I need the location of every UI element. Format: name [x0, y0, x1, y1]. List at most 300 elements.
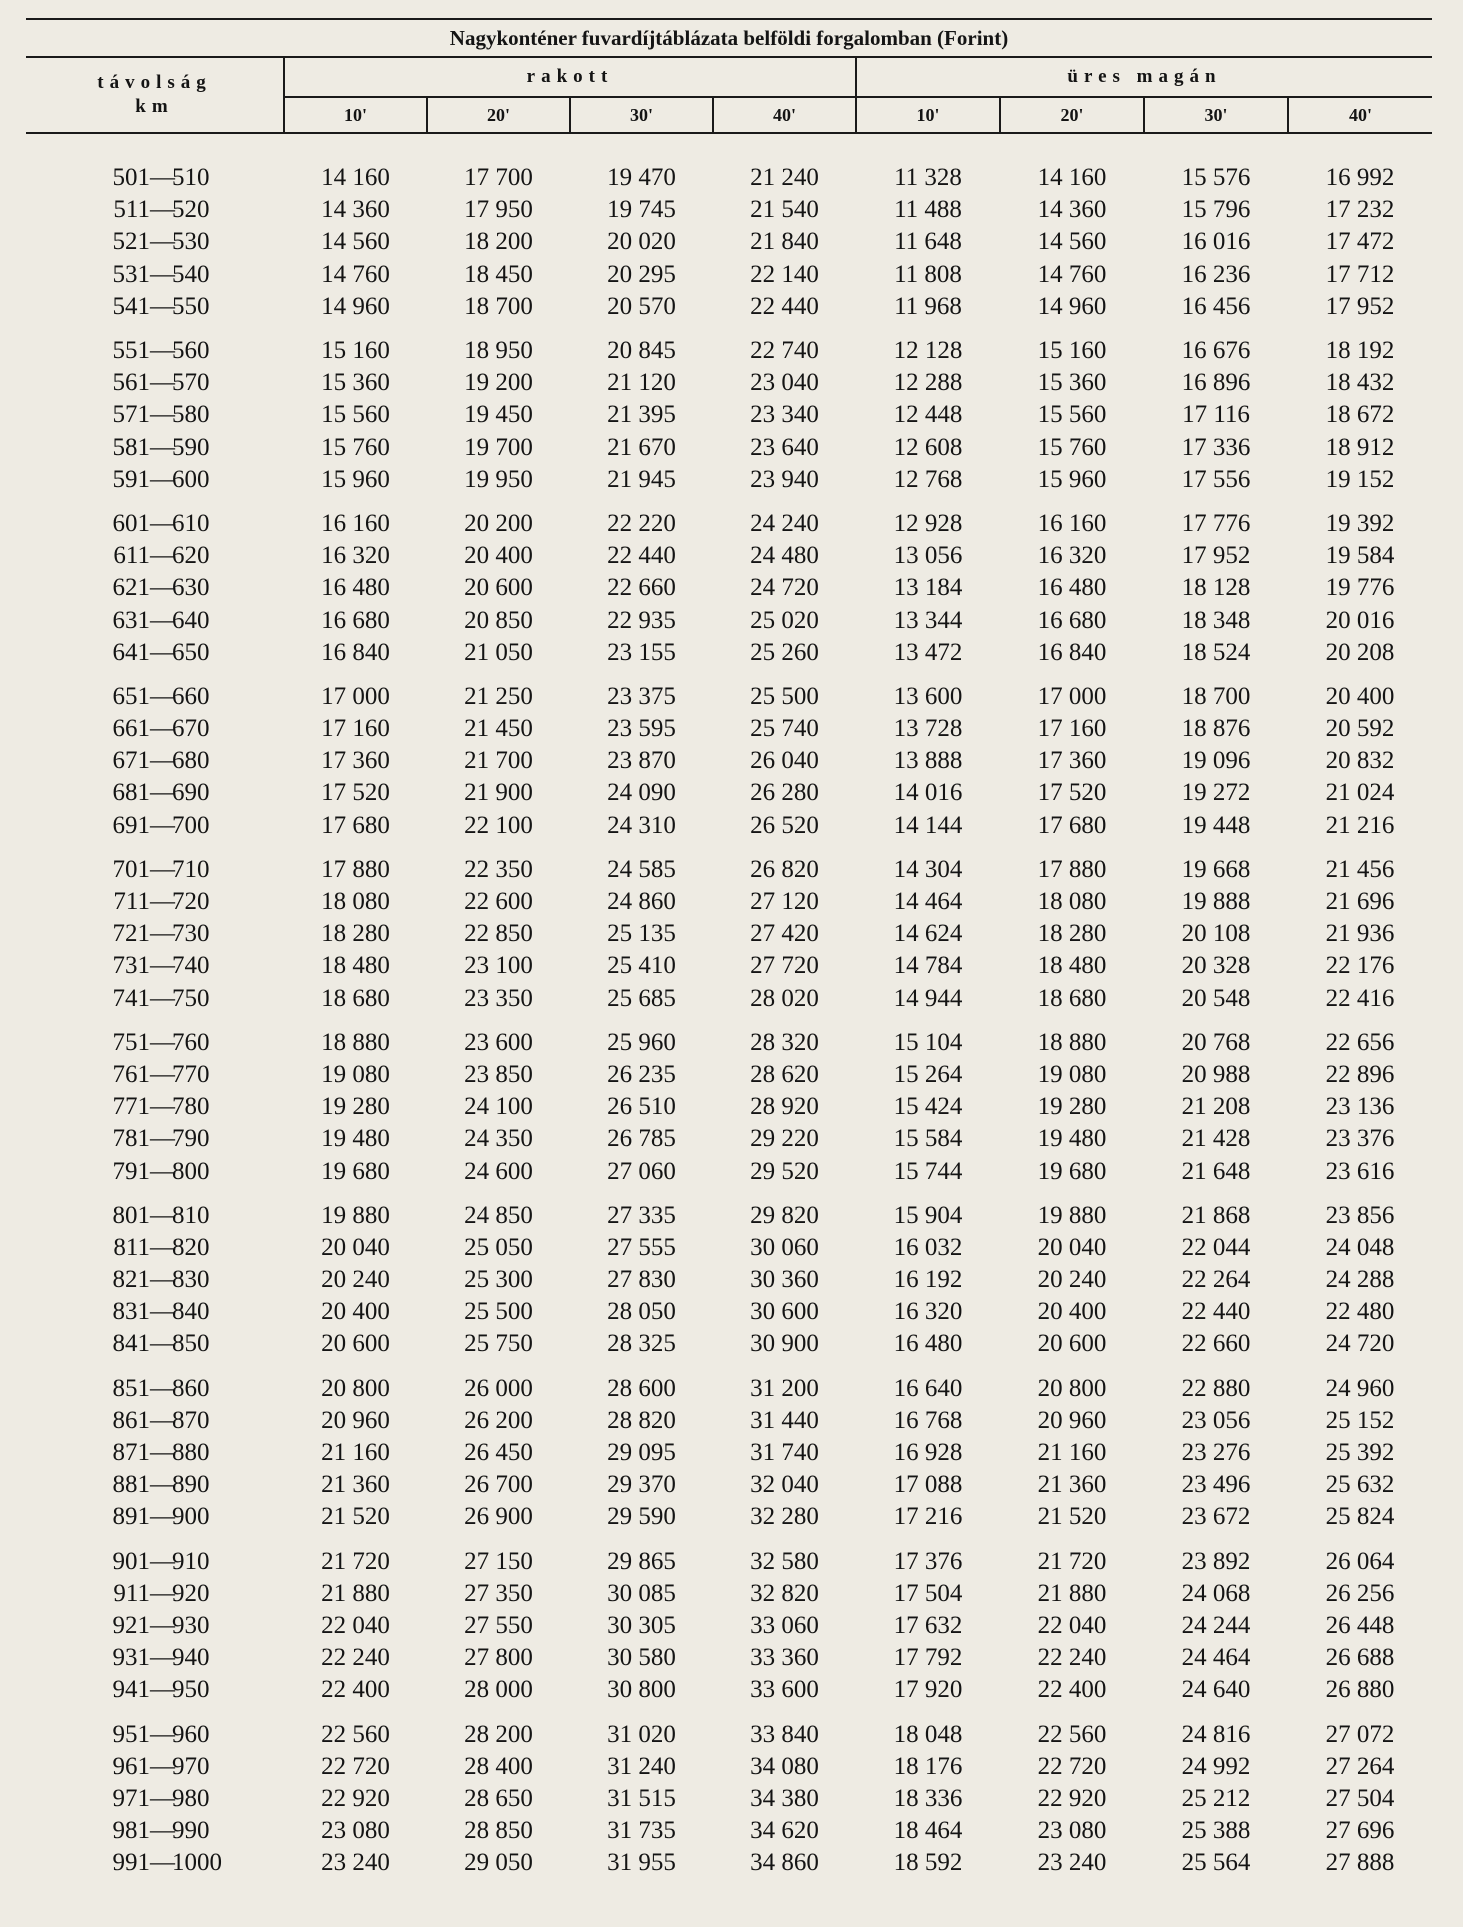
- fare-cell: 21 720: [1037, 1547, 1107, 1575]
- table-row: [26, 777, 1432, 809]
- table-row: [26, 1155, 1432, 1187]
- fare-cell: 23 350: [464, 984, 533, 1012]
- fare-cell: 19 680: [321, 1157, 390, 1185]
- range-to: 590: [172, 433, 210, 461]
- range-dash: —: [150, 682, 175, 710]
- distance-range: [26, 1123, 284, 1155]
- range-dash: —: [150, 542, 175, 570]
- fare-cell: 22 920: [1037, 1784, 1107, 1812]
- range-from: 501: [112, 164, 150, 192]
- fare-cell: 27 120: [750, 888, 819, 916]
- group-header-empty: üres magán: [856, 57, 1432, 97]
- fare-cell: 28 050: [607, 1298, 676, 1326]
- distance-range: [26, 886, 284, 918]
- fare-cell: 17 712: [1325, 260, 1395, 288]
- range-dash: —: [150, 747, 175, 775]
- fare-cell: 24 100: [464, 1093, 533, 1121]
- fare-cell: 18 280: [1037, 920, 1107, 948]
- fare-cell: 22 100: [464, 811, 533, 839]
- fare-cell: 27 335: [607, 1201, 676, 1229]
- distance-range: [26, 1469, 284, 1501]
- table-row: [26, 464, 1432, 496]
- fare-cell: 30 305: [607, 1611, 676, 1639]
- fare-cell: 26 040: [750, 747, 819, 775]
- group-spacer: [26, 669, 1432, 681]
- range-to: 570: [172, 369, 210, 397]
- fare-cell: 20 208: [1325, 638, 1395, 666]
- distance-range: [26, 1200, 284, 1232]
- fare-cell: 32 580: [750, 1547, 819, 1575]
- fare-cell: 21 840: [750, 228, 819, 256]
- range-to: 740: [172, 952, 210, 980]
- fare-cell: 17 160: [321, 715, 390, 743]
- fare-cell: 30 900: [750, 1330, 819, 1358]
- fare-cell: 25 135: [607, 920, 676, 948]
- fare-cell: 22 220: [607, 509, 676, 537]
- range-from: 701: [112, 855, 150, 883]
- column-header: 40': [1288, 97, 1432, 133]
- range-dash: —: [150, 228, 175, 256]
- fare-cell: 18 700: [1181, 682, 1251, 710]
- fare-cell: 21 216: [1325, 811, 1395, 839]
- fare-cell: 20 400: [1325, 682, 1395, 710]
- range-dash: —: [150, 1233, 175, 1261]
- fare-cell: 20 240: [321, 1266, 390, 1294]
- range-dash: —: [150, 1611, 175, 1639]
- fare-cell: 24 350: [464, 1125, 533, 1153]
- fare-cell: 22 400: [1037, 1676, 1107, 1704]
- range-to: 910: [172, 1547, 210, 1575]
- range-from: 821: [112, 1266, 150, 1294]
- range-dash: —: [150, 465, 175, 493]
- range-from: 871: [112, 1439, 150, 1467]
- range-dash: —: [150, 920, 175, 948]
- fare-cell: 19 888: [1181, 888, 1251, 916]
- table-row: [26, 1578, 1432, 1610]
- fare-cell: 22 044: [1181, 1233, 1251, 1261]
- range-dash: —: [150, 715, 175, 743]
- fare-cell: 14 960: [1037, 292, 1107, 320]
- fare-cell: 30 085: [607, 1579, 676, 1607]
- distance-range: [26, 1674, 284, 1706]
- range-dash: —: [150, 433, 175, 461]
- table-row: [26, 886, 1432, 918]
- fare-cell: 17 360: [321, 747, 390, 775]
- range-from: 971: [112, 1784, 150, 1812]
- fare-cell: 14 784: [893, 952, 963, 980]
- fare-cell: 15 560: [321, 401, 390, 429]
- range-to: 710: [172, 855, 210, 883]
- fare-cell: 20 020: [607, 228, 676, 256]
- fare-cell: 19 080: [1037, 1060, 1107, 1088]
- fare-cell: 19 392: [1325, 509, 1395, 537]
- fare-cell: 22 176: [1325, 952, 1395, 980]
- group-spacer: [26, 1706, 1432, 1718]
- fare-cell: 17 792: [893, 1644, 963, 1672]
- range-to: 520: [172, 196, 210, 224]
- distance-range: [26, 432, 284, 464]
- fare-cell: 22 880: [1181, 1374, 1251, 1402]
- fare-cell: 16 680: [1037, 606, 1107, 634]
- fare-cell: 16 840: [321, 638, 390, 666]
- fare-cell: 15 760: [1037, 433, 1107, 461]
- group-spacer: [26, 323, 1432, 335]
- range-to: 690: [172, 779, 210, 807]
- fare-cell: 21 208: [1181, 1093, 1251, 1121]
- distance-range: [26, 1847, 284, 1879]
- fare-cell: 25 824: [1325, 1503, 1395, 1531]
- distance-range: [26, 713, 284, 745]
- fare-cell: 18 080: [321, 888, 390, 916]
- fare-cell: 14 560: [1037, 228, 1107, 256]
- distance-range: [26, 508, 284, 540]
- fare-cell: 20 040: [321, 1233, 390, 1261]
- fare-cell: 23 080: [1037, 1817, 1107, 1845]
- fare-cell: 27 350: [464, 1579, 533, 1607]
- fare-cell: 20 400: [464, 542, 533, 570]
- fare-cell: 30 800: [607, 1676, 676, 1704]
- distance-range: [26, 1578, 284, 1610]
- fare-cell: 31 515: [607, 1784, 676, 1812]
- distance-range: [26, 950, 284, 982]
- fare-cell: 25 388: [1181, 1817, 1251, 1845]
- fare-cell: 16 676: [1181, 337, 1251, 365]
- range-to: 620: [172, 542, 210, 570]
- range-dash: —: [150, 292, 175, 320]
- range-dash: —: [150, 1266, 175, 1294]
- distance-range: [26, 194, 284, 226]
- fare-cell: 21 250: [464, 682, 533, 710]
- distance-range: [26, 1373, 284, 1405]
- fare-cell: 22 400: [321, 1676, 390, 1704]
- fare-cell: 28 320: [750, 1028, 819, 1056]
- column-header: 20': [427, 97, 570, 133]
- fare-cell: 24 585: [607, 855, 676, 883]
- fare-cell: 17 000: [1037, 682, 1107, 710]
- range-to: 750: [172, 984, 210, 1012]
- range-from: 911: [113, 1579, 150, 1607]
- range-from: 891: [112, 1503, 150, 1531]
- fare-cell: 23 870: [607, 747, 676, 775]
- fare-cell: 17 336: [1181, 433, 1251, 461]
- fare-cell: 15 104: [893, 1028, 963, 1056]
- range-dash: —: [150, 638, 175, 666]
- fare-cell: 25 960: [607, 1028, 676, 1056]
- distance-range: [26, 540, 284, 572]
- fare-cell: 28 020: [750, 984, 819, 1012]
- table-row: [26, 1469, 1432, 1501]
- distance-label: távolság: [97, 72, 212, 93]
- fare-cell: 18 176: [893, 1752, 963, 1780]
- distance-range: [26, 681, 284, 713]
- table-row: [26, 194, 1432, 226]
- range-dash: —: [150, 1547, 175, 1575]
- column-header: 40': [713, 97, 856, 133]
- fare-cell: 24 720: [1325, 1330, 1395, 1358]
- distance-range: [26, 399, 284, 431]
- fare-cell: 24 090: [607, 779, 676, 807]
- fare-cell: 20 850: [464, 606, 533, 634]
- fare-cell: 23 595: [607, 715, 676, 743]
- range-dash: —: [150, 509, 175, 537]
- fare-cell: 24 992: [1181, 1752, 1251, 1780]
- fare-cell: 23 056: [1181, 1406, 1251, 1434]
- fare-cell: 27 550: [464, 1611, 533, 1639]
- fare-cell: 19 745: [607, 196, 676, 224]
- distance-range: [26, 464, 284, 496]
- fare-cell: 19 096: [1181, 747, 1251, 775]
- table-row: [26, 713, 1432, 745]
- fare-cell: 28 650: [464, 1784, 533, 1812]
- range-dash: —: [150, 574, 175, 602]
- fare-cell: 16 992: [1325, 164, 1395, 192]
- range-from: 511: [113, 196, 150, 224]
- table-row: [26, 1751, 1432, 1783]
- fare-cell: 17 680: [321, 811, 390, 839]
- range-to: 530: [172, 228, 210, 256]
- distance-range: [26, 259, 284, 291]
- range-dash: —: [150, 337, 175, 365]
- range-from: 901: [112, 1547, 150, 1575]
- fare-cell: 18 464: [893, 1817, 963, 1845]
- fare-cell: 27 800: [464, 1644, 533, 1672]
- distance-range: [26, 637, 284, 669]
- fare-cell: 29 095: [607, 1439, 676, 1467]
- range-from: 651: [112, 682, 150, 710]
- fare-cell: 20 845: [607, 337, 676, 365]
- range-dash: —: [150, 1720, 175, 1748]
- fare-cell: 21 520: [1037, 1503, 1107, 1531]
- table-row: [26, 1328, 1432, 1360]
- fare-cell: 22 660: [607, 574, 676, 602]
- distance-range: [26, 1546, 284, 1578]
- fare-cell: 22 720: [1037, 1752, 1107, 1780]
- fare-cell: 23 672: [1181, 1503, 1251, 1531]
- fare-cell: 21 240: [750, 164, 819, 192]
- fare-cell: 17 700: [464, 164, 533, 192]
- fare-cell: 20 600: [464, 574, 533, 602]
- fare-cell: 21 720: [321, 1547, 390, 1575]
- fare-cell: 15 264: [893, 1060, 963, 1088]
- range-to: 840: [172, 1298, 210, 1326]
- range-from: 661: [112, 715, 150, 743]
- fare-cell: 28 600: [607, 1374, 676, 1402]
- distance-range: [26, 1091, 284, 1123]
- fare-cell: 27 888: [1325, 1849, 1395, 1877]
- range-from: 621: [112, 574, 150, 602]
- table-row: [26, 335, 1432, 367]
- fare-cell: 20 592: [1325, 715, 1395, 743]
- range-dash: —: [150, 1298, 175, 1326]
- range-to: 990: [172, 1817, 210, 1845]
- fare-cell: 18 048: [893, 1720, 963, 1748]
- fare-cell: 26 785: [607, 1125, 676, 1153]
- fare-cell: 24 816: [1181, 1720, 1251, 1748]
- table-row: [26, 432, 1432, 464]
- fare-cell: 17 952: [1325, 292, 1395, 320]
- fare-cell: 18 880: [321, 1028, 390, 1056]
- range-to: 980: [172, 1784, 210, 1812]
- fare-cell: 21 120: [607, 369, 676, 397]
- table-row: [26, 983, 1432, 1015]
- range-from: 841: [112, 1330, 150, 1358]
- range-to: 560: [172, 337, 210, 365]
- range-to: 950: [172, 1676, 210, 1704]
- range-to: 850: [172, 1330, 210, 1358]
- range-to: 880: [172, 1439, 210, 1467]
- fare-cell: 19 950: [464, 465, 533, 493]
- fare-cell: 22 040: [321, 1611, 390, 1639]
- range-to: 540: [172, 260, 210, 288]
- fare-cell: 21 700: [464, 747, 533, 775]
- distance-header: [26, 57, 284, 133]
- range-dash: —: [150, 1374, 175, 1402]
- fare-cell: 14 760: [1037, 260, 1107, 288]
- fare-cell: 23 640: [750, 433, 819, 461]
- range-to: 870: [172, 1406, 210, 1434]
- range-to: 970: [172, 1752, 210, 1780]
- fare-cell: 34 380: [750, 1784, 819, 1812]
- fare-cell: 31 200: [750, 1374, 819, 1402]
- fare-cell: 29 370: [607, 1471, 676, 1499]
- fare-cell: 34 620: [750, 1817, 819, 1845]
- fare-cell: 20 960: [1037, 1406, 1107, 1434]
- range-from: 881: [112, 1471, 150, 1499]
- fare-cell: 15 744: [893, 1157, 963, 1185]
- fare-cell: 25 152: [1325, 1406, 1395, 1434]
- distance-range: [26, 1264, 284, 1296]
- fare-cell: 11 488: [894, 196, 962, 224]
- fare-cell: 18 200: [464, 228, 533, 256]
- fare-cell: 34 860: [750, 1849, 819, 1877]
- fare-cell: 25 564: [1181, 1849, 1251, 1877]
- fare-cell: 20 800: [1037, 1374, 1107, 1402]
- range-from: 691: [112, 811, 150, 839]
- fare-cell: 23 276: [1181, 1439, 1251, 1467]
- fare-cell: 23 080: [321, 1817, 390, 1845]
- fare-cell: 25 750: [464, 1330, 533, 1358]
- fare-cell: 23 136: [1325, 1093, 1395, 1121]
- fare-cell: 13 184: [893, 574, 963, 602]
- distance-range: [26, 367, 284, 399]
- fare-cell: 21 540: [750, 196, 819, 224]
- fare-cell: 28 920: [750, 1093, 819, 1121]
- fare-cell: 16 456: [1181, 292, 1251, 320]
- table-row: [26, 572, 1432, 604]
- distance-range: [26, 777, 284, 809]
- table-row: [26, 1232, 1432, 1264]
- distance-range: [26, 810, 284, 842]
- range-from: 801: [112, 1201, 150, 1229]
- fare-cell: 13 056: [893, 542, 963, 570]
- table-row: [26, 1123, 1432, 1155]
- range-dash: —: [150, 1201, 175, 1229]
- fare-cell: 24 288: [1325, 1266, 1395, 1294]
- range-from: 921: [112, 1611, 150, 1639]
- distance-range: [26, 1642, 284, 1674]
- fare-cell: 26 820: [750, 855, 819, 883]
- fare-cell: 26 448: [1325, 1611, 1395, 1639]
- fare-cell: 32 040: [750, 1471, 819, 1499]
- fare-cell: 19 776: [1325, 574, 1395, 602]
- fare-cell: 24 240: [750, 509, 819, 537]
- range-from: 941: [112, 1676, 150, 1704]
- fare-cell: 24 048: [1325, 1233, 1395, 1261]
- fare-cell: 25 632: [1325, 1471, 1395, 1499]
- range-dash: —: [150, 1849, 175, 1877]
- fare-cell: 12 448: [893, 401, 963, 429]
- fare-cell: 24 600: [464, 1157, 533, 1185]
- fare-cell: 20 570: [607, 292, 676, 320]
- range-dash: —: [150, 952, 175, 980]
- fare-cell: 24 850: [464, 1201, 533, 1229]
- distance-range: [26, 1718, 284, 1750]
- fare-cell: 14 960: [321, 292, 390, 320]
- fare-cell: 27 696: [1325, 1817, 1395, 1845]
- range-to: 920: [172, 1579, 210, 1607]
- fare-cell: 18 080: [1037, 888, 1107, 916]
- fare-cell: 31 240: [607, 1752, 676, 1780]
- fare-cell: 12 288: [893, 369, 963, 397]
- range-from: 581: [112, 433, 150, 461]
- distance-range: [26, 1751, 284, 1783]
- table-row: [26, 950, 1432, 982]
- fare-cell: 22 720: [321, 1752, 390, 1780]
- fare-cell: 22 920: [321, 1784, 390, 1812]
- table-row: [26, 1091, 1432, 1123]
- group-header-loaded: rakott: [284, 57, 856, 97]
- range-dash: —: [150, 1157, 175, 1185]
- fare-cell: 20 240: [1037, 1266, 1107, 1294]
- range-from: 631: [112, 606, 150, 634]
- fare-cell: 16 480: [1037, 574, 1107, 602]
- range-to: 720: [172, 888, 210, 916]
- fare-cell: 17 472: [1325, 228, 1395, 256]
- fare-cell: 18 592: [893, 1849, 963, 1877]
- fare-cell: 16 320: [1037, 542, 1107, 570]
- range-dash: —: [150, 1028, 175, 1056]
- fare-cell: 22 350: [464, 855, 533, 883]
- fare-cell: 23 100: [464, 952, 533, 980]
- fare-cell: 19 880: [321, 1201, 390, 1229]
- range-dash: —: [150, 1579, 175, 1607]
- range-dash: —: [150, 606, 175, 634]
- range-from: 551: [112, 337, 150, 365]
- fare-cell: 21 936: [1325, 920, 1395, 948]
- fare-cell: 30 060: [750, 1233, 819, 1261]
- fare-cell: 16 928: [893, 1439, 963, 1467]
- range-to: 930: [172, 1611, 210, 1639]
- table-row: [26, 259, 1432, 291]
- fare-cell: 30 360: [750, 1266, 819, 1294]
- fare-cell: 19 272: [1181, 779, 1251, 807]
- range-to: 860: [172, 1374, 210, 1402]
- fare-cell: 14 144: [893, 811, 963, 839]
- fare-cell: 13 888: [893, 747, 963, 775]
- table-row: [26, 1642, 1432, 1674]
- table-row: [26, 810, 1432, 842]
- range-from: 811: [113, 1233, 150, 1261]
- range-to: 770: [172, 1060, 210, 1088]
- fare-cell: 19 448: [1181, 811, 1251, 839]
- fare-cell: 26 900: [464, 1503, 533, 1531]
- fare-cell: 22 440: [750, 292, 819, 320]
- fare-cell: 14 624: [893, 920, 963, 948]
- fare-cell: 18 192: [1325, 337, 1395, 365]
- fare-cell: 17 232: [1325, 196, 1395, 224]
- fare-cell: 29 050: [464, 1849, 533, 1877]
- fare-cell: 25 410: [607, 952, 676, 980]
